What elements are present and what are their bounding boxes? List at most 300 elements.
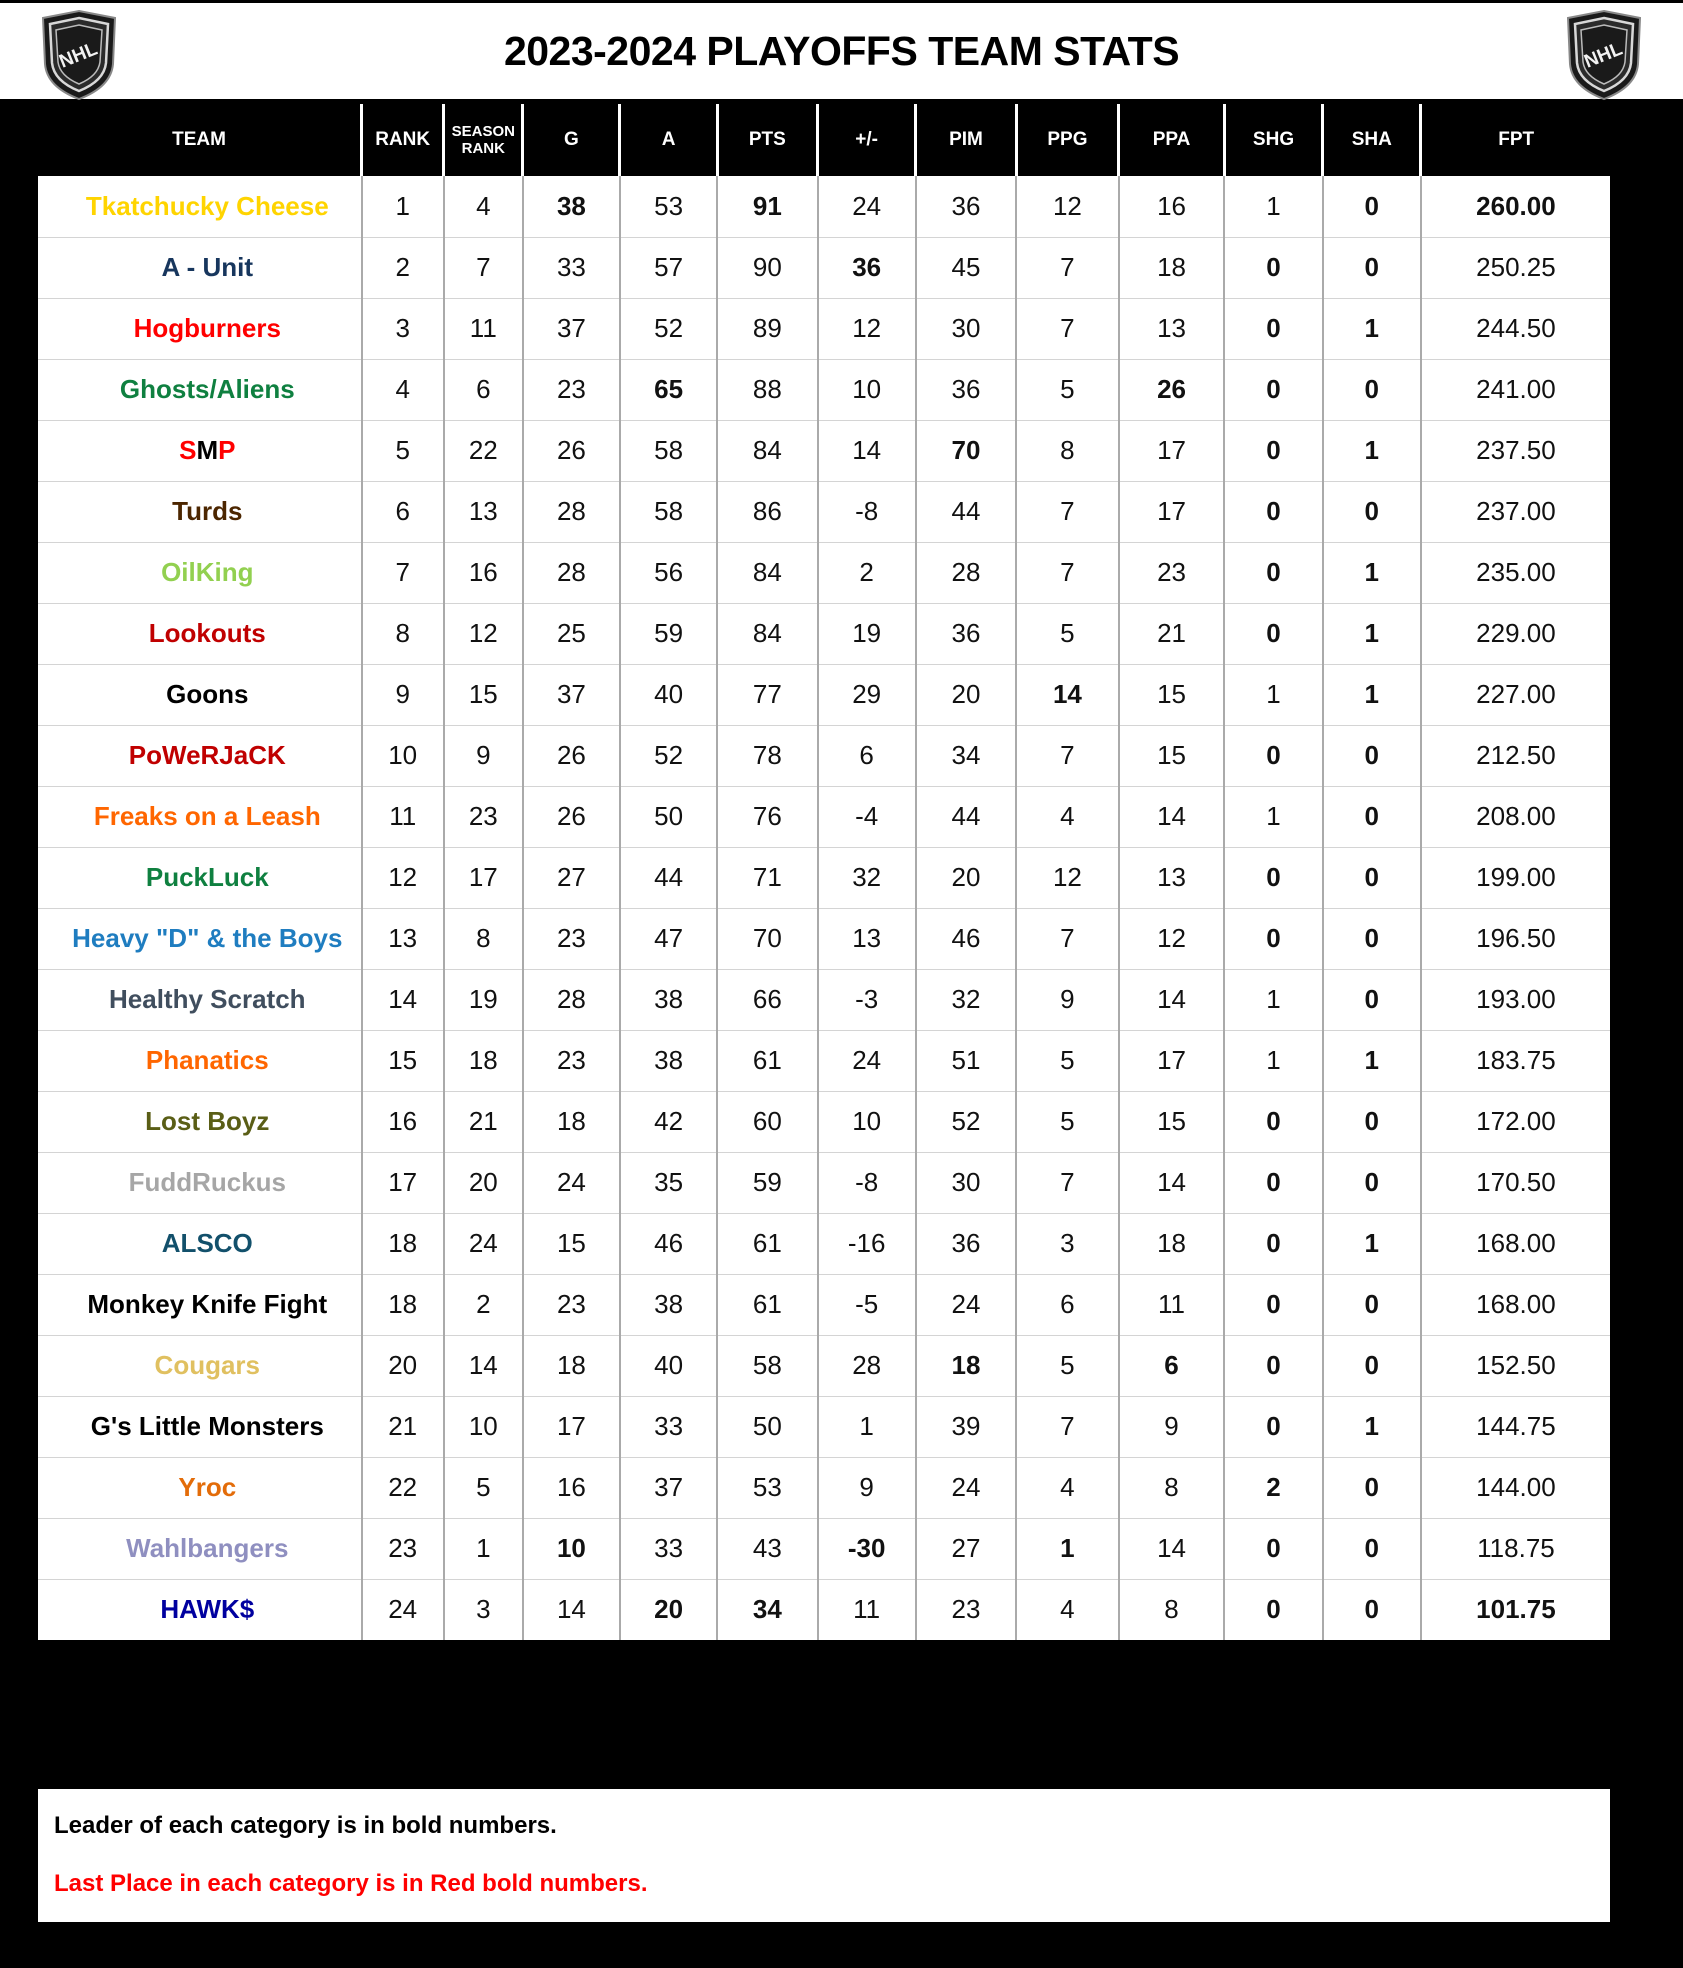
cell-team-name: PoWeRJaCK	[38, 725, 362, 786]
column-header-pim[interactable]: PIM	[916, 104, 1016, 176]
cell-team-name: Yroc	[38, 1457, 362, 1518]
cell-team-name: PuckLuck	[38, 847, 362, 908]
table-row	[38, 1396, 1610, 1457]
cell-shg: 1	[1224, 176, 1322, 237]
column-header-plus-minus[interactable]: +/-	[818, 104, 916, 176]
cell-team-name: Phanatics	[38, 1030, 362, 1091]
cell-srank: 24	[444, 1213, 523, 1274]
cell-rank: 7	[362, 542, 444, 603]
cell-team-name: Heavy "D" & the Boys	[38, 908, 362, 969]
cell-a: 35	[620, 1152, 717, 1213]
cell-sha: 1	[1323, 1030, 1421, 1091]
cell-ppa: 12	[1119, 908, 1225, 969]
cell-g: 23	[523, 359, 620, 420]
cell-ppa: 17	[1119, 481, 1225, 542]
cell-team-name: Hogburners	[38, 298, 362, 359]
cell-rank: 9	[362, 664, 444, 725]
cell-pm: 12	[818, 298, 916, 359]
cell-ppg: 4	[1016, 786, 1119, 847]
cell-shg: 1	[1224, 664, 1322, 725]
cell-team-name: Lookouts	[38, 603, 362, 664]
cell-srank: 7	[444, 237, 523, 298]
cell-ppg: 7	[1016, 481, 1119, 542]
column-header-ppa[interactable]: PPA	[1119, 104, 1225, 176]
cell-a: 65	[620, 359, 717, 420]
cell-ppg: 5	[1016, 1335, 1119, 1396]
cell-team-name: HAWK$	[38, 1579, 362, 1640]
table-row	[38, 542, 1610, 603]
cell-shg: 0	[1224, 1213, 1322, 1274]
cell-ppg: 7	[1016, 1152, 1119, 1213]
column-header-sha[interactable]: SHA	[1323, 104, 1421, 176]
cell-a: 38	[620, 1030, 717, 1091]
cell-pim: 20	[916, 847, 1016, 908]
cell-ppa: 9	[1119, 1396, 1225, 1457]
table-row	[38, 420, 1610, 481]
cell-srank: 10	[444, 1396, 523, 1457]
cell-pm: 24	[818, 1030, 916, 1091]
cell-a: 33	[620, 1518, 717, 1579]
cell-fpt: 144.00	[1421, 1457, 1610, 1518]
cell-pim: 45	[916, 237, 1016, 298]
cell-a: 52	[620, 725, 717, 786]
cell-g: 26	[523, 420, 620, 481]
cell-g: 24	[523, 1152, 620, 1213]
cell-a: 52	[620, 298, 717, 359]
cell-fpt: 172.00	[1421, 1091, 1610, 1152]
cell-pim: 28	[916, 542, 1016, 603]
svg-text:NHL: NHL	[56, 38, 101, 73]
cell-team-name	[38, 420, 362, 481]
cell-rank: 11	[362, 786, 444, 847]
cell-pts: 50	[717, 1396, 817, 1457]
cell-pts: 91	[717, 176, 817, 237]
cell-ppa: 15	[1119, 664, 1225, 725]
cell-pim: 36	[916, 603, 1016, 664]
cell-pm: 10	[818, 1091, 916, 1152]
cell-rank: 20	[362, 1335, 444, 1396]
cell-sha: 0	[1323, 969, 1421, 1030]
cell-fpt: 244.50	[1421, 298, 1610, 359]
season-rank-label-line2: RANK	[461, 140, 505, 157]
table-row	[38, 786, 1610, 847]
cell-srank: 21	[444, 1091, 523, 1152]
cell-pm: 6	[818, 725, 916, 786]
cell-team-name: Cougars	[38, 1335, 362, 1396]
cell-srank: 16	[444, 542, 523, 603]
cell-pim: 30	[916, 298, 1016, 359]
cell-sha: 0	[1323, 1579, 1421, 1640]
cell-pim: 30	[916, 1152, 1016, 1213]
cell-pim: 44	[916, 786, 1016, 847]
team-name-part: S	[179, 435, 197, 465]
cell-team-name: Turds	[38, 481, 362, 542]
cell-a: 58	[620, 481, 717, 542]
cell-pts: 84	[717, 420, 817, 481]
cell-pts: 77	[717, 664, 817, 725]
cell-fpt: 168.00	[1421, 1274, 1610, 1335]
cell-ppg: 5	[1016, 603, 1119, 664]
nhl-shield-logo-right	[1562, 9, 1646, 101]
cell-pts: 84	[717, 603, 817, 664]
cell-pm: -8	[818, 481, 916, 542]
cell-fpt: 241.00	[1421, 359, 1610, 420]
cell-g: 28	[523, 481, 620, 542]
table-row	[38, 359, 1610, 420]
cell-sha: 0	[1323, 1091, 1421, 1152]
legend-leader-note: Leader of each category is in bold numbers.	[54, 1812, 557, 1839]
cell-pm: 19	[818, 603, 916, 664]
cell-pm: 13	[818, 908, 916, 969]
cell-rank: 1	[362, 176, 444, 237]
cell-rank: 10	[362, 725, 444, 786]
cell-team-name: OilKing	[38, 542, 362, 603]
cell-pts: 60	[717, 1091, 817, 1152]
cell-pim: 51	[916, 1030, 1016, 1091]
cell-g: 37	[523, 298, 620, 359]
cell-g: 37	[523, 664, 620, 725]
cell-rank: 24	[362, 1579, 444, 1640]
cell-sha: 0	[1323, 725, 1421, 786]
team-name-part: P	[218, 435, 236, 465]
cell-ppa: 6	[1119, 1335, 1225, 1396]
cell-pts: 70	[717, 908, 817, 969]
cell-fpt: 237.00	[1421, 481, 1610, 542]
cell-rank: 18	[362, 1213, 444, 1274]
cell-pim: 20	[916, 664, 1016, 725]
table-row	[38, 1274, 1610, 1335]
cell-sha: 0	[1323, 908, 1421, 969]
cell-srank: 22	[444, 420, 523, 481]
cell-shg: 0	[1224, 1335, 1322, 1396]
cell-rank: 22	[362, 1457, 444, 1518]
cell-sha: 0	[1323, 1152, 1421, 1213]
cell-fpt: 212.50	[1421, 725, 1610, 786]
team-name-part: M	[196, 435, 219, 465]
cell-pim: 36	[916, 1213, 1016, 1274]
cell-sha: 0	[1323, 481, 1421, 542]
cell-pim: 36	[916, 359, 1016, 420]
cell-srank: 5	[444, 1457, 523, 1518]
cell-g: 27	[523, 847, 620, 908]
cell-pim: 18	[916, 1335, 1016, 1396]
cell-fpt: 227.00	[1421, 664, 1610, 725]
cell-pts: 78	[717, 725, 817, 786]
cell-pim: 70	[916, 420, 1016, 481]
svg-text:NHL: NHL	[1581, 38, 1626, 73]
cell-ppa: 8	[1119, 1457, 1225, 1518]
cell-shg: 0	[1224, 1274, 1322, 1335]
cell-shg: 0	[1224, 1518, 1322, 1579]
cell-rank: 14	[362, 969, 444, 1030]
cell-srank: 23	[444, 786, 523, 847]
column-header-team[interactable]: TEAM	[38, 104, 362, 176]
cell-pts: 59	[717, 1152, 817, 1213]
cell-ppa: 14	[1119, 786, 1225, 847]
cell-pm: -8	[818, 1152, 916, 1213]
cell-pim: 23	[916, 1579, 1016, 1640]
table-row	[38, 1335, 1610, 1396]
cell-sha: 0	[1323, 786, 1421, 847]
cell-team-name: Lost Boyz	[38, 1091, 362, 1152]
cell-shg: 1	[1224, 969, 1322, 1030]
cell-sha: 1	[1323, 1213, 1421, 1274]
column-header-shg[interactable]: SHG	[1224, 104, 1322, 176]
cell-pm: 36	[818, 237, 916, 298]
table-row	[38, 1518, 1610, 1579]
cell-rank: 15	[362, 1030, 444, 1091]
cell-g: 23	[523, 1030, 620, 1091]
cell-ppa: 15	[1119, 1091, 1225, 1152]
cell-shg: 0	[1224, 847, 1322, 908]
cell-a: 46	[620, 1213, 717, 1274]
cell-pm: -30	[818, 1518, 916, 1579]
cell-g: 38	[523, 176, 620, 237]
cell-team-name: Healthy Scratch	[38, 969, 362, 1030]
cell-ppa: 26	[1119, 359, 1225, 420]
cell-rank: 2	[362, 237, 444, 298]
table-row	[38, 176, 1610, 237]
cell-a: 37	[620, 1457, 717, 1518]
cell-fpt: 152.50	[1421, 1335, 1610, 1396]
cell-pim: 27	[916, 1518, 1016, 1579]
cell-pm: 10	[818, 359, 916, 420]
cell-a: 47	[620, 908, 717, 969]
cell-pts: 84	[717, 542, 817, 603]
cell-rank: 6	[362, 481, 444, 542]
cell-fpt: 196.50	[1421, 908, 1610, 969]
cell-pts: 71	[717, 847, 817, 908]
cell-fpt: 193.00	[1421, 969, 1610, 1030]
table-row	[38, 603, 1610, 664]
cell-g: 17	[523, 1396, 620, 1457]
cell-sha: 0	[1323, 1457, 1421, 1518]
cell-pts: 53	[717, 1457, 817, 1518]
cell-sha: 1	[1323, 1396, 1421, 1457]
cell-shg: 0	[1224, 1579, 1322, 1640]
cell-sha: 1	[1323, 664, 1421, 725]
cell-ppg: 12	[1016, 176, 1119, 237]
cell-ppa: 14	[1119, 1518, 1225, 1579]
cell-fpt: 235.00	[1421, 542, 1610, 603]
cell-pm: 11	[818, 1579, 916, 1640]
cell-pts: 89	[717, 298, 817, 359]
cell-pts: 86	[717, 481, 817, 542]
cell-ppa: 14	[1119, 1152, 1225, 1213]
cell-ppg: 5	[1016, 1030, 1119, 1091]
cell-shg: 0	[1224, 603, 1322, 664]
cell-pim: 24	[916, 1274, 1016, 1335]
cell-rank: 5	[362, 420, 444, 481]
cell-srank: 20	[444, 1152, 523, 1213]
cell-ppg: 7	[1016, 908, 1119, 969]
cell-team-name: Wahlbangers	[38, 1518, 362, 1579]
cell-a: 42	[620, 1091, 717, 1152]
cell-ppa: 17	[1119, 420, 1225, 481]
cell-pim: 34	[916, 725, 1016, 786]
cell-pim: 52	[916, 1091, 1016, 1152]
cell-shg: 0	[1224, 298, 1322, 359]
cell-ppg: 4	[1016, 1579, 1119, 1640]
cell-ppg: 9	[1016, 969, 1119, 1030]
cell-fpt: 229.00	[1421, 603, 1610, 664]
column-header-rank[interactable]: RANK	[362, 104, 444, 176]
table-row	[38, 1030, 1610, 1091]
season-rank-label-line1: SEASON	[451, 122, 515, 140]
cell-a: 33	[620, 1396, 717, 1457]
cell-rank: 4	[362, 359, 444, 420]
cell-shg: 0	[1224, 725, 1322, 786]
cell-ppa: 18	[1119, 1213, 1225, 1274]
cell-pts: 66	[717, 969, 817, 1030]
cell-pm: 14	[818, 420, 916, 481]
cell-rank: 16	[362, 1091, 444, 1152]
nhl-shield-logo-left	[37, 9, 121, 101]
table-row	[38, 1579, 1610, 1640]
cell-ppg: 14	[1016, 664, 1119, 725]
cell-ppa: 13	[1119, 298, 1225, 359]
cell-sha: 1	[1323, 298, 1421, 359]
cell-srank: 8	[444, 908, 523, 969]
cell-ppa: 8	[1119, 1579, 1225, 1640]
column-header-pts[interactable]: PTS	[717, 104, 817, 176]
cell-pim: 32	[916, 969, 1016, 1030]
cell-ppg: 4	[1016, 1457, 1119, 1518]
table-row	[38, 1091, 1610, 1152]
table-header-row	[38, 104, 1610, 176]
cell-sha: 0	[1323, 1335, 1421, 1396]
cell-a: 58	[620, 420, 717, 481]
column-header-g[interactable]: G	[523, 104, 620, 176]
cell-g: 28	[523, 969, 620, 1030]
cell-g: 18	[523, 1335, 620, 1396]
cell-ppa: 21	[1119, 603, 1225, 664]
cell-g: 25	[523, 603, 620, 664]
cell-a: 59	[620, 603, 717, 664]
cell-pm: 32	[818, 847, 916, 908]
cell-srank: 1	[444, 1518, 523, 1579]
cell-srank: 18	[444, 1030, 523, 1091]
cell-ppg: 5	[1016, 1091, 1119, 1152]
cell-ppa: 18	[1119, 237, 1225, 298]
cell-srank: 2	[444, 1274, 523, 1335]
cell-ppg: 8	[1016, 420, 1119, 481]
table-row	[38, 908, 1610, 969]
cell-pm: -3	[818, 969, 916, 1030]
cell-pts: 61	[717, 1213, 817, 1274]
cell-fpt: 199.00	[1421, 847, 1610, 908]
cell-a: 44	[620, 847, 717, 908]
cell-pts: 88	[717, 359, 817, 420]
legend-last-place-note: Last Place in each category is in Red bold numbers.	[54, 1870, 648, 1897]
cell-sha: 0	[1323, 1274, 1421, 1335]
table-row	[38, 1457, 1610, 1518]
cell-team-name: Goons	[38, 664, 362, 725]
cell-ppg: 7	[1016, 542, 1119, 603]
cell-pim: 36	[916, 176, 1016, 237]
cell-g: 33	[523, 237, 620, 298]
cell-team-name: Freaks on a Leash	[38, 786, 362, 847]
cell-fpt: 183.75	[1421, 1030, 1610, 1091]
table-row	[38, 1213, 1610, 1274]
table-body	[38, 176, 1610, 1640]
cell-srank: 19	[444, 969, 523, 1030]
cell-team-name: FuddRuckus	[38, 1152, 362, 1213]
cell-pts: 61	[717, 1030, 817, 1091]
cell-pm: -5	[818, 1274, 916, 1335]
table-row	[38, 237, 1610, 298]
cell-shg: 0	[1224, 359, 1322, 420]
cell-srank: 11	[444, 298, 523, 359]
cell-pts: 43	[717, 1518, 817, 1579]
cell-shg: 0	[1224, 1152, 1322, 1213]
table-row	[38, 725, 1610, 786]
team-stats-table-wrapper	[38, 104, 1610, 1640]
cell-fpt: 170.50	[1421, 1152, 1610, 1213]
cell-sha: 0	[1323, 359, 1421, 420]
column-header-ppg[interactable]: PPG	[1016, 104, 1119, 176]
cell-pm: -16	[818, 1213, 916, 1274]
cell-pm: -4	[818, 786, 916, 847]
cell-sha: 1	[1323, 603, 1421, 664]
cell-pm: 1	[818, 1396, 916, 1457]
column-header-season-rank[interactable]	[444, 104, 523, 176]
cell-ppa: 16	[1119, 176, 1225, 237]
cell-shg: 0	[1224, 542, 1322, 603]
cell-rank: 13	[362, 908, 444, 969]
cell-a: 20	[620, 1579, 717, 1640]
cell-a: 53	[620, 176, 717, 237]
column-header-a[interactable]: A	[620, 104, 717, 176]
cell-shg: 1	[1224, 786, 1322, 847]
cell-ppa: 14	[1119, 969, 1225, 1030]
cell-pts: 61	[717, 1274, 817, 1335]
cell-fpt: 168.00	[1421, 1213, 1610, 1274]
cell-team-name: G's Little Monsters	[38, 1396, 362, 1457]
cell-sha: 1	[1323, 542, 1421, 603]
cell-srank: 3	[444, 1579, 523, 1640]
cell-shg: 0	[1224, 1396, 1322, 1457]
cell-srank: 9	[444, 725, 523, 786]
table-row	[38, 1152, 1610, 1213]
cell-ppa: 17	[1119, 1030, 1225, 1091]
cell-g: 10	[523, 1518, 620, 1579]
cell-fpt: 144.75	[1421, 1396, 1610, 1457]
cell-sha: 0	[1323, 176, 1421, 237]
cell-a: 38	[620, 1274, 717, 1335]
cell-g: 16	[523, 1457, 620, 1518]
column-header-fpt[interactable]: FPT	[1421, 104, 1610, 176]
cell-shg: 0	[1224, 908, 1322, 969]
cell-ppg: 6	[1016, 1274, 1119, 1335]
cell-fpt: 118.75	[1421, 1518, 1610, 1579]
cell-a: 56	[620, 542, 717, 603]
legend-notes	[38, 1789, 1610, 1922]
cell-team-name: ALSCO	[38, 1213, 362, 1274]
cell-pts: 34	[717, 1579, 817, 1640]
cell-srank: 4	[444, 176, 523, 237]
cell-sha: 0	[1323, 1518, 1421, 1579]
cell-ppg: 3	[1016, 1213, 1119, 1274]
cell-rank: 17	[362, 1152, 444, 1213]
cell-pim: 46	[916, 908, 1016, 969]
table-row	[38, 847, 1610, 908]
cell-g: 26	[523, 786, 620, 847]
cell-ppg: 5	[1016, 359, 1119, 420]
table-row	[38, 481, 1610, 542]
cell-srank: 13	[444, 481, 523, 542]
cell-fpt: 250.25	[1421, 237, 1610, 298]
